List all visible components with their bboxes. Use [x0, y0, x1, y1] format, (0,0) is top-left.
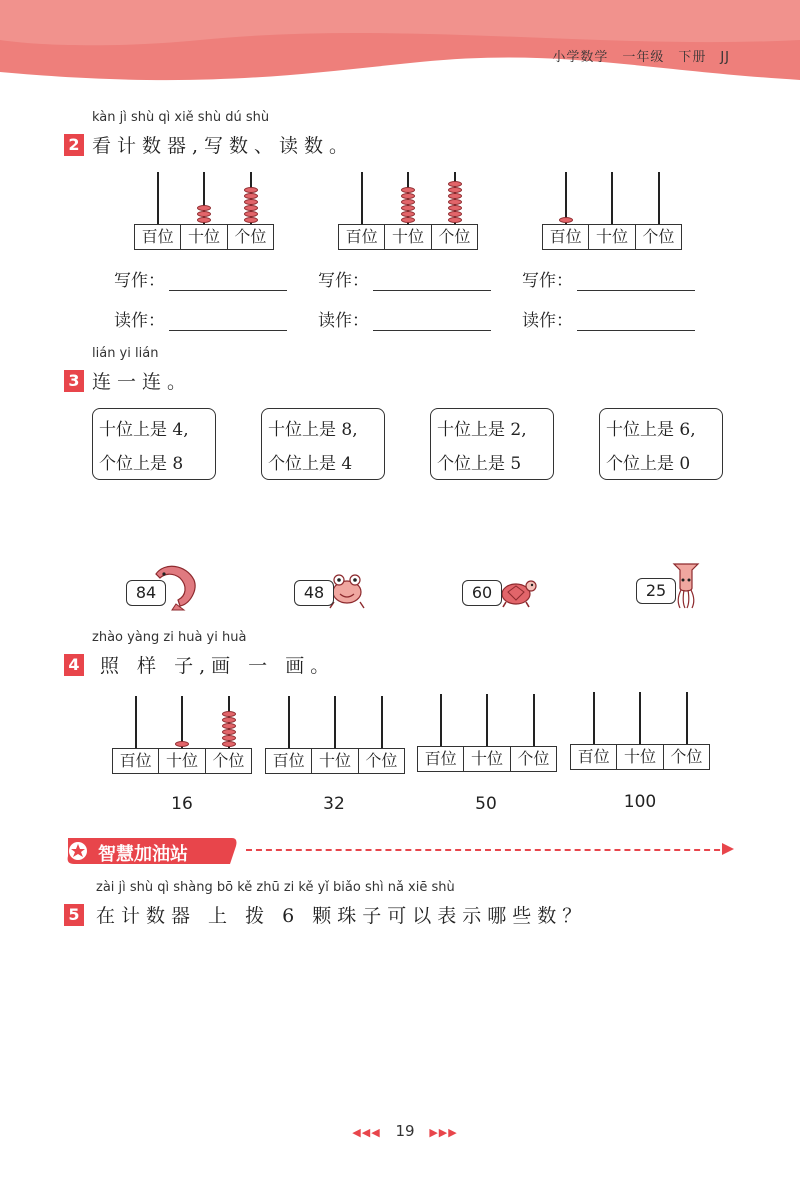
abacus-rod	[135, 696, 137, 748]
abacus	[112, 696, 252, 784]
abacus	[542, 172, 682, 260]
card-line-ones: 个位上是 8	[99, 454, 184, 474]
abacus	[338, 172, 478, 260]
q4-caption: 50	[475, 794, 497, 814]
q2-prompt: 看计数器,写数、读数。	[92, 135, 355, 157]
read-label: 读作：	[522, 311, 573, 331]
place-label: 十位	[312, 749, 358, 773]
place-label: 百位	[266, 749, 312, 773]
place-label: 十位	[181, 225, 227, 249]
abacus	[570, 692, 710, 780]
q2-pinyin: kàn jì shù qì xiě shù dú shù	[92, 110, 270, 125]
place-card[interactable]	[599, 408, 723, 480]
place-label: 个位	[365, 751, 398, 770]
q2-read-1[interactable]	[114, 306, 287, 331]
place-label: 十位	[159, 749, 205, 773]
place-label: 个位	[234, 227, 267, 246]
place-value-labels	[134, 224, 274, 250]
abacus-bead	[222, 723, 236, 729]
abacus-rod	[361, 172, 363, 224]
place-card[interactable]	[430, 408, 554, 480]
q5-pinyin: zài jì shù qì shàng bō kě zhū zi kě yǐ biǎo shì nǎ xiē shù	[96, 880, 455, 895]
abacus-bead	[448, 205, 462, 211]
card-line-tens: 十位上是 6,	[606, 420, 696, 440]
abacus	[265, 696, 405, 784]
place-label: 个位	[438, 227, 471, 246]
card-line-ones: 个位上是 4	[268, 454, 353, 474]
abacus-bead	[559, 217, 573, 223]
abacus-bead	[448, 199, 462, 205]
abacus-bead	[401, 199, 415, 205]
abacus-bead	[448, 181, 462, 187]
abacus-bead	[222, 729, 236, 735]
abacus-bead	[401, 211, 415, 217]
q2-write-1[interactable]	[114, 266, 287, 291]
abacus-bead	[448, 193, 462, 199]
abacus-bead	[244, 193, 258, 199]
card-line-ones: 个位上是 0	[606, 454, 691, 474]
place-label: 个位	[517, 749, 550, 768]
abacus	[134, 172, 274, 260]
q3-pinyin: lián yi lián	[92, 346, 159, 361]
abacus-bead	[175, 741, 189, 747]
place-label: 十位	[617, 745, 663, 769]
place-value-labels	[338, 224, 478, 250]
abacus-bead	[448, 217, 462, 223]
abacus-rod	[658, 172, 660, 224]
q4-caption: 32	[323, 794, 345, 814]
q2-read-3[interactable]	[522, 306, 695, 331]
q2-write-2[interactable]	[318, 266, 491, 291]
q4-number: 4	[64, 654, 84, 676]
page-footer	[340, 1122, 470, 1140]
place-label: 百位	[543, 225, 589, 249]
abacus-bead	[244, 205, 258, 211]
q4-pinyin: zhào yàng zi huà yi huà	[92, 630, 247, 645]
abacus-bead	[244, 211, 258, 217]
read-label: 读作：	[318, 311, 369, 331]
number-tag[interactable]: 25	[636, 578, 676, 604]
q5-prompt: 在计数器 上 拨 6 颗珠子可以表示哪些数？	[96, 905, 588, 927]
arrow-right-icon	[722, 843, 734, 855]
card-line-tens: 十位上是 8,	[268, 420, 358, 440]
header-band	[0, 0, 800, 90]
place-label: 个位	[670, 747, 703, 766]
place-label: 百位	[571, 745, 617, 769]
q3-number: 3	[64, 370, 84, 392]
abacus-bead	[222, 741, 236, 747]
banner-divider	[246, 849, 730, 851]
place-card[interactable]	[261, 408, 385, 480]
abacus-bead	[222, 711, 236, 717]
place-label: 个位	[642, 227, 675, 246]
q4-caption: 100	[623, 792, 657, 812]
abacus-bead	[401, 217, 415, 223]
card-line-tens: 十位上是 2,	[437, 420, 527, 440]
abacus-rod	[157, 172, 159, 224]
number-tag[interactable]: 84	[126, 580, 166, 606]
write-label: 写作：	[318, 271, 369, 291]
abacus-rod	[334, 696, 336, 748]
abacus-bead	[244, 217, 258, 223]
card-line-tens: 十位上是 4,	[99, 420, 189, 440]
abacus	[417, 694, 557, 782]
abacus-rod	[288, 696, 290, 748]
q4-prompt: 照 样 子,画 一 画。	[100, 655, 336, 677]
place-label: 十位	[589, 225, 635, 249]
card-line-ones: 个位上是 5	[437, 454, 522, 474]
place-value-labels	[417, 746, 557, 772]
abacus-rod	[486, 694, 488, 746]
place-value-labels	[542, 224, 682, 250]
book-title: 小学数学 一年级 下册 JJ	[552, 50, 730, 65]
place-value-labels	[112, 748, 252, 774]
abacus-bead	[401, 193, 415, 199]
q2-number: 2	[64, 134, 84, 156]
abacus-rod	[593, 692, 595, 744]
abacus-bead	[401, 187, 415, 193]
number-tag[interactable]: 60	[462, 580, 502, 606]
abacus-rod	[440, 694, 442, 746]
place-label: 百位	[113, 749, 159, 773]
abacus-bead	[197, 217, 211, 223]
q4-caption: 16	[171, 794, 193, 814]
abacus-bead	[222, 735, 236, 741]
abacus-rod	[381, 696, 383, 748]
abacus-bead	[401, 205, 415, 211]
q2-read-2[interactable]	[318, 306, 491, 331]
turtle-icon	[498, 574, 538, 610]
place-value-labels	[570, 744, 710, 770]
q5-number: 5	[64, 904, 84, 926]
abacus-rod	[686, 692, 688, 744]
place-label: 百位	[418, 747, 464, 771]
place-label: 百位	[135, 225, 181, 249]
place-label: 个位	[212, 751, 245, 770]
banner-title: 智慧加油站	[98, 844, 188, 865]
abacus-bead	[197, 205, 211, 211]
abacus-rod	[533, 694, 535, 746]
q2-write-3[interactable]	[522, 266, 695, 291]
abacus-bead	[197, 211, 211, 217]
abacus-rod	[639, 692, 641, 744]
place-label: 百位	[339, 225, 385, 249]
place-label: 十位	[385, 225, 431, 249]
abacus-rod	[611, 172, 613, 224]
abacus-bead	[448, 211, 462, 217]
abacus-bead	[448, 187, 462, 193]
number-tag[interactable]: 48	[294, 580, 334, 606]
q3-prompt: 连一连。	[92, 371, 193, 393]
write-label: 写作：	[114, 271, 165, 291]
place-value-labels	[265, 748, 405, 774]
next-arrows-icon: ▶▶▶	[429, 1126, 458, 1139]
prev-arrows-icon: ◀◀◀	[352, 1126, 381, 1139]
abacus-bead	[244, 187, 258, 193]
read-label: 读作：	[114, 311, 165, 331]
page-number: 19	[395, 1122, 415, 1140]
abacus-bead	[222, 717, 236, 723]
write-label: 写作：	[522, 271, 573, 291]
abacus-bead	[244, 199, 258, 205]
place-label: 十位	[464, 747, 510, 771]
place-card[interactable]	[92, 408, 216, 480]
